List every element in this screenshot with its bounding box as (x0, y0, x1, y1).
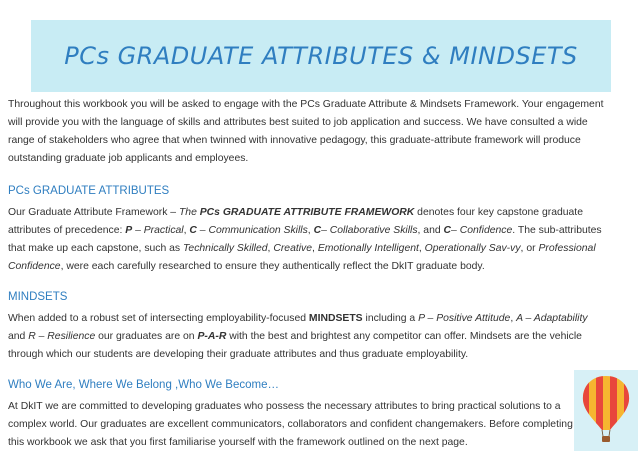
capstone-letter: P (125, 225, 133, 236)
text-run: The (178, 207, 200, 218)
text-run: , (418, 243, 425, 254)
mindsets-paragraph (8, 310, 606, 364)
page-title: PCs GRADUATE ATTRIBUTES & MINDSETS (64, 42, 578, 70)
sub-attribute: Technically Skilled (183, 243, 268, 254)
text-run: , (510, 313, 517, 324)
capstone-communication: – Communication Skills (196, 225, 308, 236)
capstone-letter: C (189, 225, 197, 236)
sub-attribute: Operationally Sav-vy (424, 243, 521, 254)
framework-name: PCs GRADUATE ATTRIBUTE FRAMEWORK (199, 207, 415, 218)
mindset-adaptability: A – Adaptability (516, 313, 588, 324)
sub-attribute: Creative (273, 243, 313, 254)
sub-attribute: Professional Confidence (8, 243, 596, 272)
capstone-letter: C (313, 225, 322, 236)
text-run: When added to a robust set of intersecting employability-focused (8, 313, 309, 324)
capstone-confidence: – Confidence (451, 225, 513, 236)
title-banner (31, 20, 611, 92)
sub-attribute: Emotionally Intelligent (317, 243, 419, 254)
hot-air-balloon-illustration (574, 370, 638, 451)
par-acronym: P-A-R (197, 331, 227, 342)
who-we-are-paragraph: At DkIT we are committed to developing graduates who possess the necessary attributes to bring practical solutions to a complex world. Our graduates are excellent communicators, collaborators and confident changemakers. Before completing this workbook we ask that you first familiarise yourself with the framework outlined on the next page. (8, 401, 573, 448)
text-run: , or (520, 243, 539, 254)
text-run: , (183, 225, 190, 236)
text-run: and (8, 331, 29, 342)
text-run: , (267, 243, 274, 254)
text-run: Our Graduate Attribute Framework – (8, 207, 179, 218)
mindset-positive-attitude: P – Positive Attitude (418, 313, 511, 324)
capstone-letter: C (443, 225, 452, 236)
intro-paragraph: Throughout this workbook you will be asked to engage with the PCs Graduate Attribute & Mindsets Framework. Your engagement will provide you with the language of skills and attributes best suited to job application and success. We have consulted a wide range of stakeholders who agree that when twinned with innovative pedagogy, this graduate-attribute framework will produce outstanding graduate job applicants and employees. (8, 99, 604, 164)
section-heading-who-we-are: Who We Are, Where We Belong ,Who We Become… (8, 379, 279, 391)
mindsets-keyword: MINDSETS (308, 313, 363, 324)
section-heading-mindsets: MINDSETS (8, 291, 68, 303)
text-run: , (307, 225, 314, 236)
capstone-collaborative: – Collaborative Skills (321, 225, 418, 236)
text-run: denotes four key capstone graduate attributes of precedence: (8, 207, 583, 236)
document-body (8, 96, 606, 452)
text-run: including a (362, 313, 419, 324)
graduate-attributes-paragraph (8, 204, 606, 276)
text-run: , (312, 243, 318, 254)
section-heading-graduate-attributes: PCs GRADUATE ATTRIBUTES (8, 185, 170, 197)
text-run: our graduates are on (95, 331, 198, 342)
capstone-practical: – Practical (132, 225, 184, 236)
text-run: . The sub-attributes that make up each capstone, such as (8, 225, 602, 254)
text-run: with the best and brightest any competitor can offer. Mindsets are the vehicle through which our students are developing their graduate attributes and thus graduate employability. (8, 331, 582, 360)
hot-air-balloon-icon (574, 370, 638, 451)
mindset-resilience: R – Resilience (28, 331, 96, 342)
text-run: , and (417, 225, 444, 236)
text-run: , were each carefully researched to ensure they authentically reflect the DkIT graduate body. (60, 261, 485, 272)
